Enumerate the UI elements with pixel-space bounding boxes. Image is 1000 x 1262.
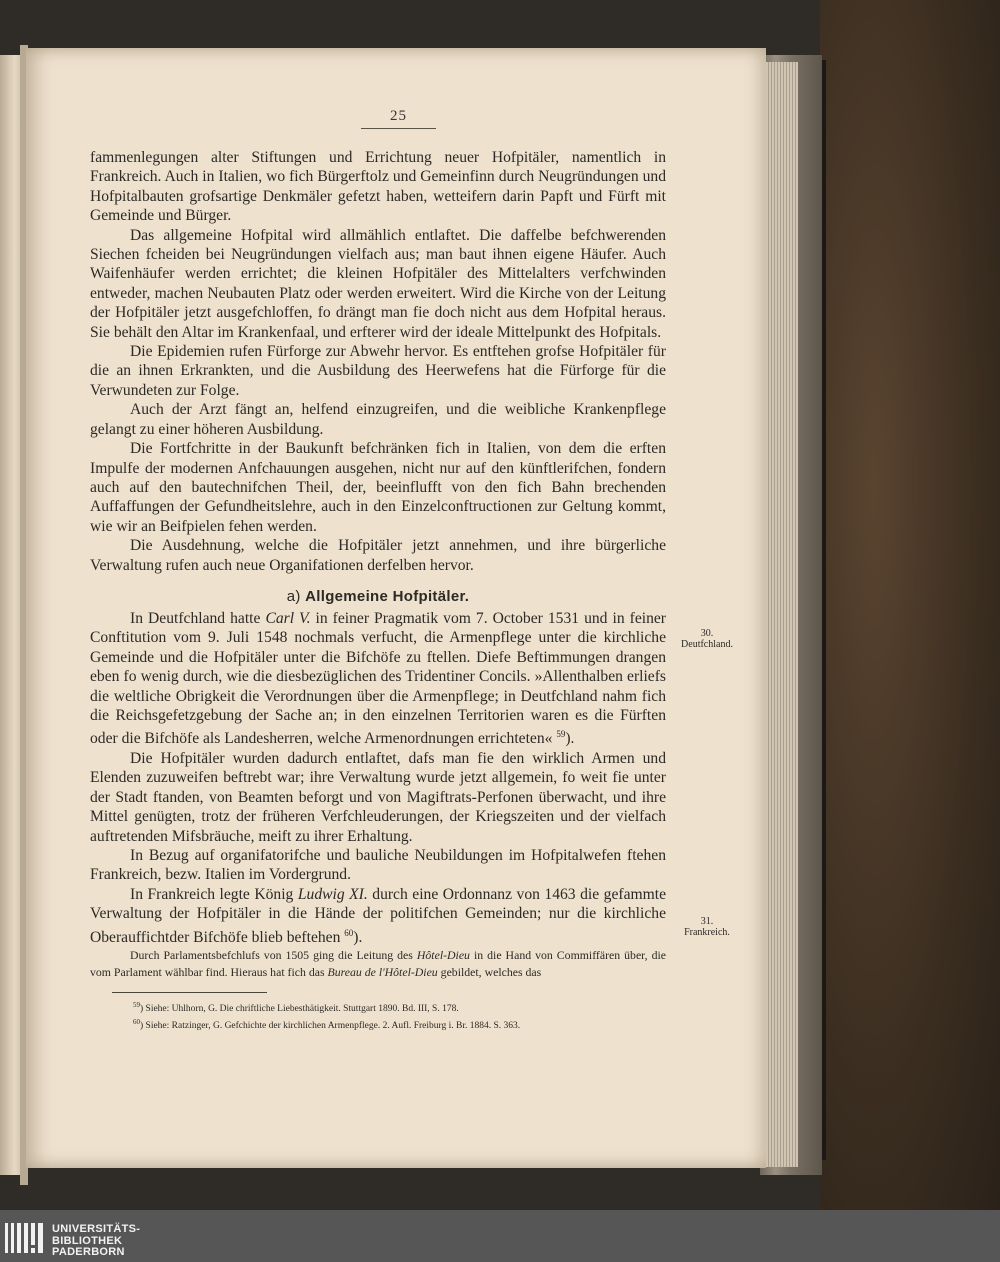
paragraph: fammenlegungen alter Stiftungen und Errichtung neuer Hofpitäler, namentlich in Frankreich. Auch in Italien, wo fich Bürgerftolz und Gemeinfinn durch Neugründungen und Hofpitalbauten grofsartige Denkmäler gefetzt haben, wetteifern darin Papft und Fürft mit Gemeinde und Bürger. [90,149,666,225]
page-body [90,148,666,1034]
library-footer-bar [0,1210,1000,1262]
margin-note-deutschland [674,628,740,650]
page-number-rule [361,128,436,129]
logo-line: BIBLIOTHEK [52,1234,123,1247]
paragraph: In Bezug auf organifatorifche und bauliche Neubildungen im Hofpitalwefen ftehen Frankreich, bezw. Italien im Vordergrund. [90,847,666,884]
footnote-ref: 59 [556,729,566,740]
book-cover [820,0,1000,1210]
text-run: durch eine Ordonnanz von 1463 die gefammte Verwaltung der Hofpitäler in die Hände der politifchen Gemeinden; nur die kirchliche Oberauffichtder Bifchöfe blieb beftehen [90,885,667,946]
text-run: In Frankreich legte König [130,885,298,903]
book-page [26,48,766,1168]
page-stack [763,62,798,1167]
footnote-rule [112,992,267,993]
text-run: ). [565,730,575,748]
footnote-number: 59 [133,1001,140,1010]
footnote [133,999,666,1016]
margin-note-number: 30. [700,628,714,639]
margin-note-label: Deutfchland. [681,639,733,650]
italic-name: Ludwig XI. [297,885,368,903]
text-run: In Deutfchland hatte [130,609,266,627]
library-logo-icon [4,1220,46,1256]
section-heading-title: Allgemeine Hofpitäler. [305,587,470,605]
paragraph: Auch der Arzt fängt an, helfend einzugreifen, und die weibliche Krankenpflege gelangt zu einer höheren Ausbildung. [90,401,666,438]
text-run: Durch Parlamentsbefchlufs von 1505 ging die Leitung des [130,948,417,963]
footnote-text: ) Siehe: Ratzinger, G. Gefchichte der kirchlichen Armenpflege. 2. Aufl. Freiburg i. Br. 1884. S. 363. [140,1021,521,1032]
small-print-paragraph [90,947,666,981]
text-run: in die Hand von Commiffären über, die vom Parlament wählbar find. Hieraus hat fich das [90,948,666,980]
paragraph: Die Fortfchritte in der Baukunft befchränken fich in Italien, von dem die erften Impulfe der modernen Anfchauungen ausgehen, nicht nur auf den künftlerifchen, fondern auch auf den bautechnifchen Theil, der, beeinflufft von den fich Bahn brechenden Auffaffungen der Gefundheitslehre, auch in den Einzelconftructionen zur Geltung kommt, wie wir an Beifpielen fehen werden. [90,440,666,535]
library-logo-text [52,1224,140,1259]
section-heading [90,588,666,605]
paragraph: Die Epidemien rufen Fürforge zur Abwehr hervor. Es entftehen grofse Hofpitäler für die an ihnen Erkrankten, und die Ausbildung des Heerwefens hat die Fürforge für die Verwundeten zur Folge. [90,343,666,399]
logo-line: UNIVERSITÄTS- [52,1223,141,1235]
margin-note-number: 31. [700,916,714,927]
text-run: gebildet, welches das [437,965,542,980]
text-run: in feiner Pragmatik vom 7. October 1531 und in feiner Conftitution vom 9. Juli 1548 nochmals verfucht, die Armenpflege unter die kirchliche Gemeinde und die Hofpitäler unter die Bifchöfe zu ftellen. Diefe Beftimmungen drangen eben fo wenig durch, wie die diesbezüglichen des Tridentiner Concils. »Allenthalben erliefs die weltliche Obrigkeit die Verordnungen über die Armenpflege; in Deutfchland nahm fich die Reichsgefetzgebung der Sache an; in den einzelnen Territorien waren es die Fürften oder die Bifchöfe als Landesherren, welche Armenordnungen errichteten« [90,609,666,748]
page-number: 25 [390,108,407,124]
margin-note-label: Frankreich. [684,927,730,938]
footnote-text: ) Siehe: Uhlhorn, G. Die chriftliche Liebesthätigkeit. Stuttgart 1890. Bd. III, S. 178. [140,1004,459,1015]
section-heading-prefix: a) [286,587,301,605]
paragraph: Die Hofpitäler wurden dadurch entlaftet, dafs man fie den wirklich Armen und Elenden zuzuweifen beftrebt war; ihre Verwaltung wurde jetzt allgemein, fo weit fie unter der Stadt ftanden, von Beamten beforgt und von Magiftrats-Perfonen überwacht, und ihre Mittel genügten, trotz der früheren Verfchleuderungen, der Kriegszeiten und der vielfach auftretenden Mifsbräuche, meift zu ihrer Erhaltung. [90,749,666,845]
paragraph: Das allgemeine Hofpital wird allmählich entlaftet. Die daffelbe befchwerenden Siechen fcheiden bei Neugründungen vielfach aus; man baut ihnen eigene Häufer. Auch Waifenhäufer werden errichtet; die kleinen Hofpitäler des Mittelalters verfchwinden entweder, machen Neubauten Platz oder werden erweitert. Wird die Kirche von der Leitung der Hofpitäler jetzt ausgefchloffen, fo drängt man fie doch nicht aus dem Hofpital heraus. Sie behält den Altar im Krankenfaal, und erfterer wird der ideale Mittelpunkt des Hofpitals. [90,226,666,341]
text-run: ). [353,928,363,946]
paragraph: Die Ausdehnung, welche die Hofpitäler jetzt annehmen, und ihre bürgerliche Verwaltung rufen auch neue Organifationen derfelben hervor. [90,537,666,574]
paragraph-frankreich [90,885,666,947]
footnote-number: 60 [133,1018,140,1027]
italic-name: Carl V. [265,609,311,627]
margin-note-frankreich [674,916,740,938]
logo-line: PADERBORN [52,1246,125,1258]
paragraph-deutschland [90,609,666,749]
italic-name: Hôtel-Dieu [416,948,470,963]
italic-name: Bureau de l'Hôtel-Dieu [327,965,438,980]
footnote [133,1016,666,1033]
footnote-ref: 60 [344,927,354,938]
